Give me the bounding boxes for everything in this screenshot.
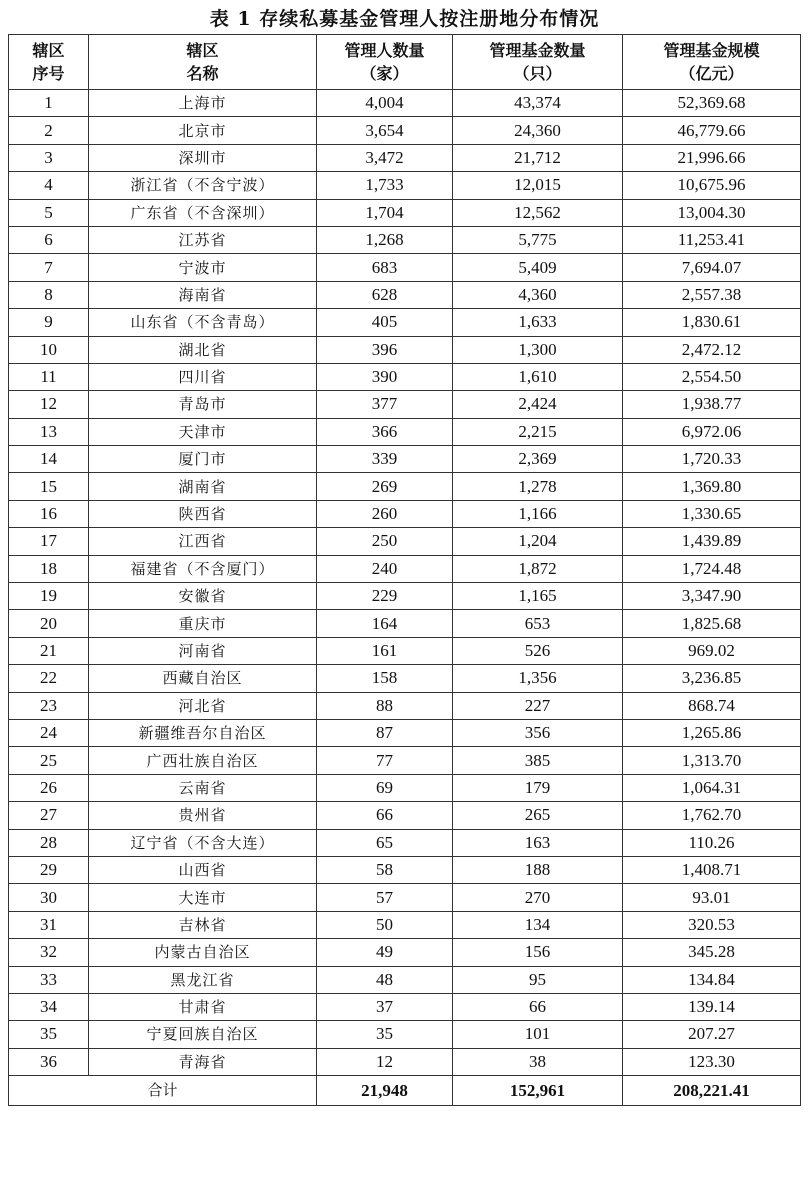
cell-managers: 164 — [317, 610, 453, 637]
cell-name: 浙江省（不含宁波） — [89, 172, 317, 199]
cell-scale: 21,996.66 — [623, 144, 801, 171]
cell-name: 安徽省 — [89, 583, 317, 610]
cell-funds: 95 — [453, 966, 623, 993]
cell-scale: 1,330.65 — [623, 500, 801, 527]
cell-funds: 1,165 — [453, 583, 623, 610]
cell-scale: 1,265.86 — [623, 719, 801, 746]
cell-managers: 260 — [317, 500, 453, 527]
cell-managers: 87 — [317, 719, 453, 746]
cell-no: 28 — [9, 829, 89, 856]
cell-name: 青海省 — [89, 1048, 317, 1075]
cell-scale: 1,724.48 — [623, 555, 801, 582]
cell-managers: 396 — [317, 336, 453, 363]
cell-scale: 11,253.41 — [623, 226, 801, 253]
cell-no: 27 — [9, 802, 89, 829]
table-row — [9, 856, 801, 883]
cell-no: 5 — [9, 199, 89, 226]
cell-no: 33 — [9, 966, 89, 993]
cell-no: 34 — [9, 993, 89, 1020]
cell-funds: 653 — [453, 610, 623, 637]
cell-funds: 1,633 — [453, 309, 623, 336]
cell-no: 20 — [9, 610, 89, 637]
cell-scale: 6,972.06 — [623, 418, 801, 445]
header-col-managers: 管理人数量 （家） — [317, 35, 453, 90]
data-table — [8, 34, 801, 1106]
cell-name: 深圳市 — [89, 144, 317, 171]
table-row — [9, 281, 801, 308]
cell-no: 29 — [9, 856, 89, 883]
cell-funds: 1,610 — [453, 363, 623, 390]
table-row — [9, 966, 801, 993]
cell-funds: 5,409 — [453, 254, 623, 281]
cell-scale: 1,762.70 — [623, 802, 801, 829]
table-row — [9, 254, 801, 281]
cell-scale: 1,830.61 — [623, 309, 801, 336]
cell-funds: 66 — [453, 993, 623, 1020]
cell-name: 甘肃省 — [89, 993, 317, 1020]
cell-no: 2 — [9, 117, 89, 144]
cell-funds: 2,369 — [453, 446, 623, 473]
cell-managers: 377 — [317, 391, 453, 418]
cell-funds: 356 — [453, 719, 623, 746]
table-row — [9, 226, 801, 253]
cell-managers: 628 — [317, 281, 453, 308]
cell-no: 4 — [9, 172, 89, 199]
cell-scale: 868.74 — [623, 692, 801, 719]
cell-funds: 4,360 — [453, 281, 623, 308]
cell-funds: 134 — [453, 911, 623, 938]
cell-managers: 1,733 — [317, 172, 453, 199]
cell-managers: 390 — [317, 363, 453, 390]
cell-funds: 21,712 — [453, 144, 623, 171]
cell-name: 云南省 — [89, 774, 317, 801]
cell-name: 江苏省 — [89, 226, 317, 253]
cell-scale: 1,313.70 — [623, 747, 801, 774]
cell-funds: 5,775 — [453, 226, 623, 253]
table-row — [9, 1021, 801, 1048]
cell-funds: 1,300 — [453, 336, 623, 363]
cell-name: 广东省（不含深圳） — [89, 199, 317, 226]
cell-name: 新疆维吾尔自治区 — [89, 719, 317, 746]
cell-funds: 526 — [453, 637, 623, 664]
cell-name: 河北省 — [89, 692, 317, 719]
cell-name: 山西省 — [89, 856, 317, 883]
cell-no: 18 — [9, 555, 89, 582]
cell-funds: 227 — [453, 692, 623, 719]
cell-name: 辽宁省（不含大连） — [89, 829, 317, 856]
cell-funds: 101 — [453, 1021, 623, 1048]
table-row — [9, 336, 801, 363]
cell-managers: 88 — [317, 692, 453, 719]
cell-name: 北京市 — [89, 117, 317, 144]
cell-no: 14 — [9, 446, 89, 473]
table-row — [9, 144, 801, 171]
table-row — [9, 665, 801, 692]
cell-scale: 46,779.66 — [623, 117, 801, 144]
cell-funds: 188 — [453, 856, 623, 883]
cell-scale: 320.53 — [623, 911, 801, 938]
table-body — [9, 90, 801, 1076]
cell-managers: 1,704 — [317, 199, 453, 226]
cell-managers: 4,004 — [317, 90, 453, 117]
cell-name: 湖北省 — [89, 336, 317, 363]
cell-scale: 1,825.68 — [623, 610, 801, 637]
cell-no: 1 — [9, 90, 89, 117]
cell-no: 32 — [9, 939, 89, 966]
cell-managers: 683 — [317, 254, 453, 281]
cell-scale: 110.26 — [623, 829, 801, 856]
cell-funds: 156 — [453, 939, 623, 966]
cell-name: 四川省 — [89, 363, 317, 390]
cell-scale: 3,347.90 — [623, 583, 801, 610]
cell-funds: 265 — [453, 802, 623, 829]
cell-scale: 1,369.80 — [623, 473, 801, 500]
cell-funds: 1,166 — [453, 500, 623, 527]
table-row — [9, 309, 801, 336]
cell-scale: 139.14 — [623, 993, 801, 1020]
table-row — [9, 500, 801, 527]
cell-scale: 134.84 — [623, 966, 801, 993]
table-row — [9, 884, 801, 911]
cell-scale: 3,236.85 — [623, 665, 801, 692]
cell-managers: 77 — [317, 747, 453, 774]
cell-no: 30 — [9, 884, 89, 911]
cell-managers: 48 — [317, 966, 453, 993]
cell-no: 19 — [9, 583, 89, 610]
cell-scale: 52,369.68 — [623, 90, 801, 117]
cell-managers: 240 — [317, 555, 453, 582]
table-row — [9, 610, 801, 637]
cell-name: 湖南省 — [89, 473, 317, 500]
header-col-scale: 管理基金规模 （亿元） — [623, 35, 801, 90]
cell-scale: 2,554.50 — [623, 363, 801, 390]
cell-no: 21 — [9, 637, 89, 664]
table-row — [9, 90, 801, 117]
cell-no: 7 — [9, 254, 89, 281]
total-row — [9, 1076, 801, 1106]
table-row — [9, 774, 801, 801]
table-row — [9, 993, 801, 1020]
cell-scale: 1,064.31 — [623, 774, 801, 801]
cell-funds: 1,278 — [453, 473, 623, 500]
cell-no: 22 — [9, 665, 89, 692]
cell-name: 福建省（不含厦门） — [89, 555, 317, 582]
cell-managers: 49 — [317, 939, 453, 966]
cell-funds: 2,215 — [453, 418, 623, 445]
cell-name: 大连市 — [89, 884, 317, 911]
total-managers: 21,948 — [317, 1076, 453, 1106]
cell-managers: 250 — [317, 528, 453, 555]
cell-managers: 158 — [317, 665, 453, 692]
cell-no: 31 — [9, 911, 89, 938]
cell-name: 海南省 — [89, 281, 317, 308]
cell-no: 25 — [9, 747, 89, 774]
cell-name: 陕西省 — [89, 500, 317, 527]
table-row — [9, 199, 801, 226]
total-scale: 208,221.41 — [623, 1076, 801, 1106]
cell-managers: 229 — [317, 583, 453, 610]
cell-funds: 12,015 — [453, 172, 623, 199]
cell-name: 吉林省 — [89, 911, 317, 938]
cell-scale: 207.27 — [623, 1021, 801, 1048]
table-row — [9, 117, 801, 144]
cell-scale: 123.30 — [623, 1048, 801, 1075]
cell-managers: 339 — [317, 446, 453, 473]
cell-name: 天津市 — [89, 418, 317, 445]
table-row — [9, 1048, 801, 1075]
cell-no: 11 — [9, 363, 89, 390]
cell-scale: 1,938.77 — [623, 391, 801, 418]
cell-managers: 269 — [317, 473, 453, 500]
cell-funds: 2,424 — [453, 391, 623, 418]
cell-name: 厦门市 — [89, 446, 317, 473]
cell-scale: 1,408.71 — [623, 856, 801, 883]
cell-scale: 2,557.38 — [623, 281, 801, 308]
cell-no: 10 — [9, 336, 89, 363]
table-row — [9, 418, 801, 445]
cell-no: 3 — [9, 144, 89, 171]
cell-no: 26 — [9, 774, 89, 801]
table-footer — [9, 1076, 801, 1106]
cell-funds: 38 — [453, 1048, 623, 1075]
table-row — [9, 692, 801, 719]
cell-name: 宁夏回族自治区 — [89, 1021, 317, 1048]
cell-managers: 50 — [317, 911, 453, 938]
table-row — [9, 583, 801, 610]
cell-no: 12 — [9, 391, 89, 418]
cell-managers: 3,654 — [317, 117, 453, 144]
cell-name: 山东省（不含青岛） — [89, 309, 317, 336]
cell-managers: 366 — [317, 418, 453, 445]
cell-managers: 66 — [317, 802, 453, 829]
cell-no: 35 — [9, 1021, 89, 1048]
cell-name: 宁波市 — [89, 254, 317, 281]
cell-name: 上海市 — [89, 90, 317, 117]
cell-funds: 163 — [453, 829, 623, 856]
cell-managers: 3,472 — [317, 144, 453, 171]
total-label: 合计 — [9, 1076, 317, 1106]
cell-scale: 93.01 — [623, 884, 801, 911]
header-col-funds: 管理基金数量 （只） — [453, 35, 623, 90]
table-row — [9, 528, 801, 555]
cell-managers: 65 — [317, 829, 453, 856]
cell-no: 8 — [9, 281, 89, 308]
table-row — [9, 829, 801, 856]
cell-name: 重庆市 — [89, 610, 317, 637]
cell-no: 9 — [9, 309, 89, 336]
cell-scale: 969.02 — [623, 637, 801, 664]
cell-scale: 345.28 — [623, 939, 801, 966]
cell-funds: 1,356 — [453, 665, 623, 692]
cell-no: 17 — [9, 528, 89, 555]
cell-managers: 58 — [317, 856, 453, 883]
cell-funds: 385 — [453, 747, 623, 774]
cell-funds: 1,872 — [453, 555, 623, 582]
cell-name: 青岛市 — [89, 391, 317, 418]
cell-name: 西藏自治区 — [89, 665, 317, 692]
table-row — [9, 172, 801, 199]
table-row — [9, 747, 801, 774]
cell-no: 36 — [9, 1048, 89, 1075]
cell-name: 内蒙古自治区 — [89, 939, 317, 966]
cell-no: 24 — [9, 719, 89, 746]
cell-scale: 10,675.96 — [623, 172, 801, 199]
cell-name: 黑龙江省 — [89, 966, 317, 993]
table-row — [9, 637, 801, 664]
table-header — [9, 35, 801, 90]
cell-managers: 37 — [317, 993, 453, 1020]
cell-funds: 43,374 — [453, 90, 623, 117]
cell-name: 江西省 — [89, 528, 317, 555]
cell-managers: 1,268 — [317, 226, 453, 253]
table-row — [9, 802, 801, 829]
cell-funds: 179 — [453, 774, 623, 801]
cell-funds: 12,562 — [453, 199, 623, 226]
cell-scale: 7,694.07 — [623, 254, 801, 281]
table-row — [9, 363, 801, 390]
cell-managers: 57 — [317, 884, 453, 911]
header-col-no: 辖区 序号 — [9, 35, 89, 90]
cell-funds: 24,360 — [453, 117, 623, 144]
cell-funds: 1,204 — [453, 528, 623, 555]
cell-name: 广西壮族自治区 — [89, 747, 317, 774]
cell-managers: 405 — [317, 309, 453, 336]
cell-no: 23 — [9, 692, 89, 719]
cell-scale: 1,720.33 — [623, 446, 801, 473]
table-row — [9, 719, 801, 746]
cell-funds: 270 — [453, 884, 623, 911]
cell-name: 贵州省 — [89, 802, 317, 829]
table-row — [9, 939, 801, 966]
cell-managers: 35 — [317, 1021, 453, 1048]
cell-managers: 161 — [317, 637, 453, 664]
cell-scale: 1,439.89 — [623, 528, 801, 555]
total-funds: 152,961 — [453, 1076, 623, 1106]
cell-no: 13 — [9, 418, 89, 445]
table-row — [9, 391, 801, 418]
table-row — [9, 446, 801, 473]
cell-no: 15 — [9, 473, 89, 500]
cell-name: 河南省 — [89, 637, 317, 664]
table-title: 表 1 存续私募基金管理人按注册地分布情况 — [209, 8, 600, 30]
table-row — [9, 473, 801, 500]
cell-no: 16 — [9, 500, 89, 527]
cell-managers: 69 — [317, 774, 453, 801]
cell-managers: 12 — [317, 1048, 453, 1075]
cell-scale: 13,004.30 — [623, 199, 801, 226]
table-row — [9, 555, 801, 582]
cell-scale: 2,472.12 — [623, 336, 801, 363]
table-row — [9, 911, 801, 938]
cell-no: 6 — [9, 226, 89, 253]
header-col-name: 辖区 名称 — [89, 35, 317, 90]
